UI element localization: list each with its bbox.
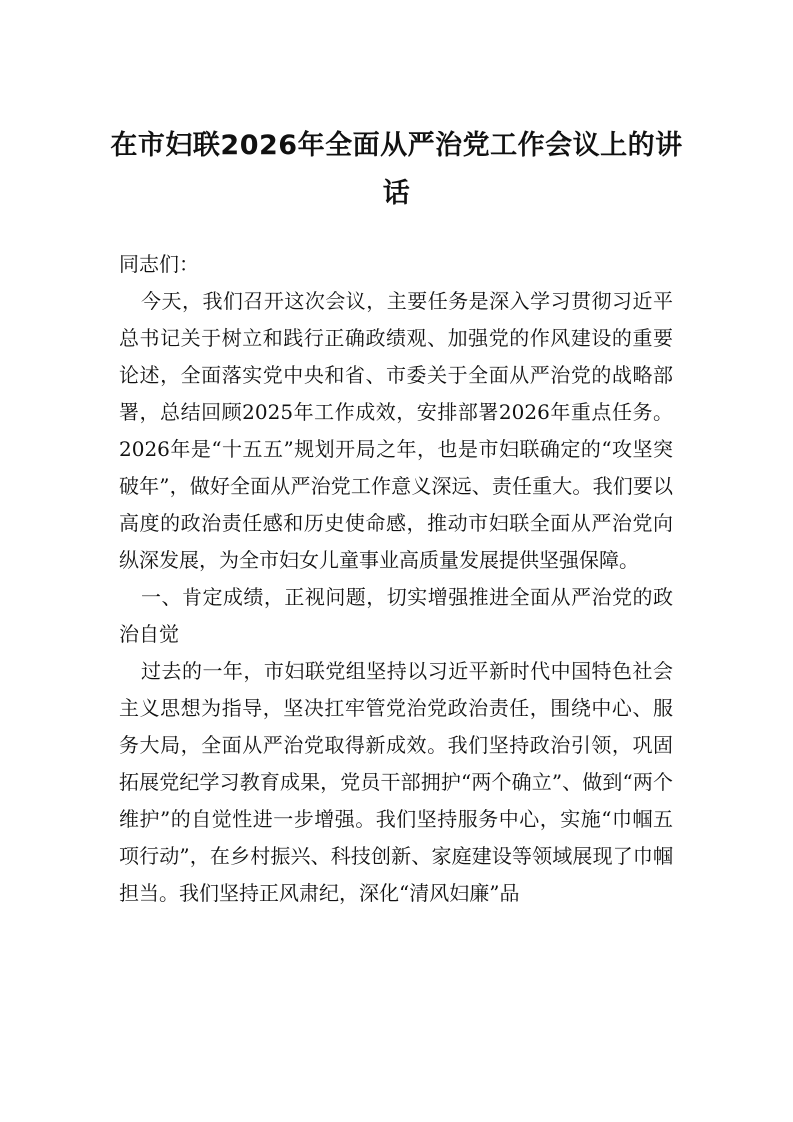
- section-heading-1: 一、肯定成绩，正视问题，切实增强推进全面从严治党的政治自觉: [119, 585, 673, 646]
- paragraph-intro: 今天，我们召开这次会议，主要任务是深入学习贯彻习近平总书记关于树立和践行正确政绩观、加强党的作风建设的重要论述，全面落实党中央和省、市委关于全面从严治党的战略部署，总结回顾2025年工作成效，安排部署2026年重点任务。2026年是“十五五”规划开局之年，也是市妇联确定的“攻坚突破年”，做好全面从严治党工作意义深远、责任重大。我们要以高度的政治责任感和历史使命感，推动市妇联全面从严治党向纵深发展，为全市妇女儿童事业高质量发展提供坚强保障。: [119, 289, 673, 572]
- salutation: 同志们：: [119, 252, 199, 276]
- document-title: 在市妇联2026年全面从严治党工作会议上的讲话: [110, 130, 683, 209]
- document-body: [119, 246, 673, 912]
- paragraph-review: 过去的一年，市妇联党组坚持以习近平新时代中国特色社会主义思想为指导，坚决扛牢管党治党政治责任，围绕中心、服务大局，全面从严治党取得新成效。我们坚持政治引领，巩固拓展党纪学习教育成果，党员干部拥护“两个确立”、做到“两个维护”的自觉性进一步增强。我们坚持服务中心，实施“巾帼五项行动”，在乡村振兴、科技创新、家庭建设等领域展现了巾帼担当。我们坚持正风肃纪，深化“清风妇廉”品: [119, 659, 673, 905]
